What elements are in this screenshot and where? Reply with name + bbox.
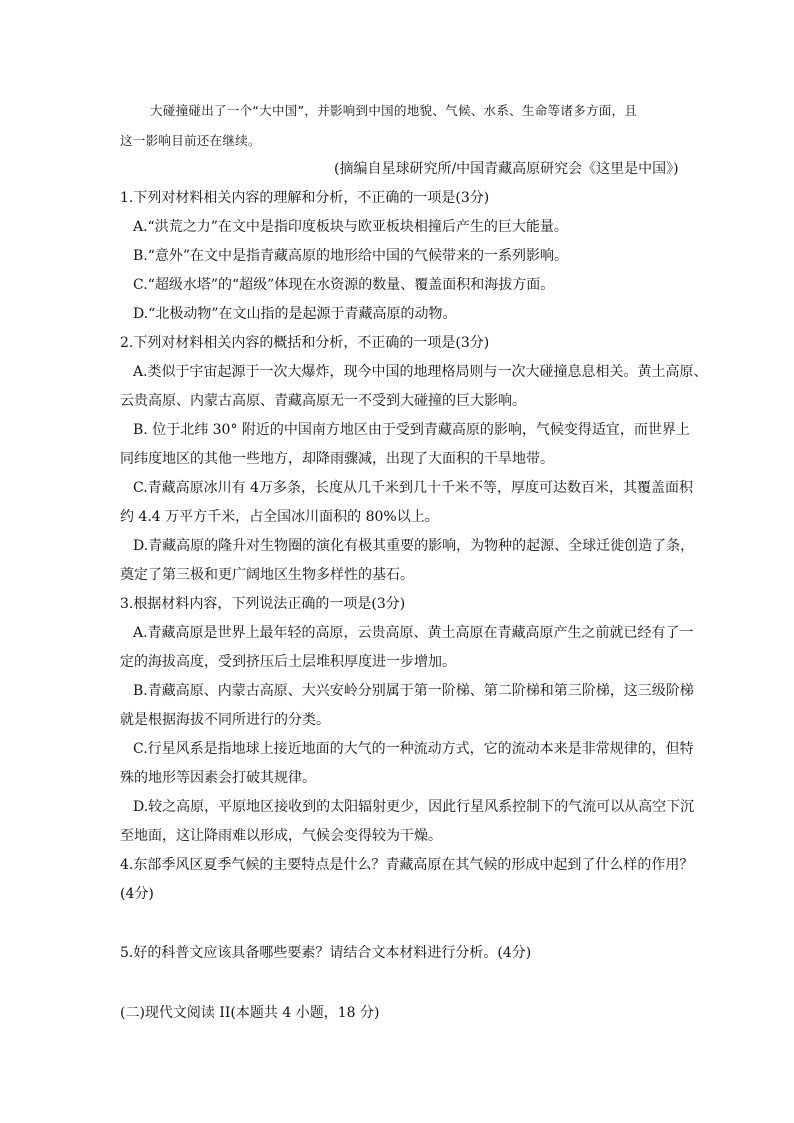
question-1-option-c: C.“超级水塔”的“超级”体现在水资源的数量、覆盖面积和海拔方面。 — [133, 277, 555, 293]
question-3-option-b: B.青藏高原、内蒙古高原、大兴安岭分别属于第一阶梯、第二阶梯和第三阶梯，这三级阶梯 — [133, 683, 694, 699]
question-1-option-d: D.“北极动物”在文山指的是起源于青藏高原的动物。 — [133, 306, 457, 322]
question-2-option-b: B. 位于北纬 30° 附近的中国南方地区由于受到青藏高原的影响，气候变得适宜，而世界上 — [133, 422, 690, 438]
question-2-option-a-cont: 云贵高原、内蒙古高原、青藏高原无一不受到大碰撞的巨大影响。 — [120, 393, 526, 409]
question-2-option-d-cont: 奠定了第三极和更广阔地区生物多样性的基石。 — [120, 567, 414, 583]
question-1-option-b: B.“意外”在文中是指青藏高原的地形给中国的气候带来的一系列影响。 — [133, 248, 569, 264]
question-3-option-c: C.行星风系是指地球上接近地面的大气的一种流动方式，它的流动本来是非常规律的，但特 — [133, 741, 694, 757]
question-3-option-d: D.较之高原，平原地区接收到的太阳辐射更少，因此行星风系控制下的气流可以从高空下沉 — [133, 799, 695, 815]
question-3-option-d-cont: 至地面，这让降雨难以形成，气候会变得较为干燥。 — [120, 828, 442, 844]
source-attribution: (摘编自星球研究所/中国青藏高原研究会《这里是中国》) — [334, 161, 679, 177]
question-4-stem: 4.东部季风区夏季气候的主要特点是什么？青藏高原在其气候的形成中起到了什么样的作用？ — [120, 857, 694, 873]
question-3-option-a: A.青藏高原是世界上最年轻的高原，云贵高原、黄土高原在青藏高原产生之前就已经有了一 — [133, 625, 694, 641]
question-2-option-d: D.青藏高原的隆升对生物圈的演化有极其重要的影响，为物种的起源、全球迁徙创造了条， — [133, 538, 695, 554]
question-1-stem: 1.下列对材料相关内容的理解和分析，不正确的一项是(3分) — [120, 190, 490, 206]
question-3-option-a-cont: 定的海拔高度，受到挤压后土层堆积厚度进一步增加。 — [120, 654, 456, 670]
section-heading: (二)现代文阅读 II(本题共 4 小题，18 分) — [120, 1005, 380, 1021]
question-3-stem: 3.根据材料内容，下列说法正确的一项是(3分) — [120, 596, 406, 612]
question-1-option-a: A.“洪荒之力”在文中是指印度板块与欧亚板块相撞后产生的巨大能量。 — [133, 219, 568, 235]
question-3-option-b-cont: 就是根据海拔不同所进行的分类。 — [120, 712, 330, 728]
question-4-stem-cont: (4分) — [120, 886, 154, 902]
intro-line-1: 大碰撞碰出了一个“大中国”，并影响到中国的地貌、气候、水系、生命等诸多方面，且 — [150, 103, 638, 118]
question-5-stem: 5.好的科普文应该具备哪些要素？请结合文本材料进行分析。(4分) — [120, 945, 532, 961]
question-2-option-c: C.青藏高原冰川有 4万多条，长度从几千米到几十千米不等，厚度可达数百米，其覆盖面积 — [133, 480, 694, 496]
question-2-option-b-cont: 同纬度地区的其他一些地方，却降雨骤减，出现了大面积的干旱地带。 — [120, 451, 554, 467]
question-2-option-c-cont: 约 4.4 万平方千米，占全国冰川面积的 80%以上。 — [120, 509, 439, 525]
question-2-stem: 2.下列对材料相关内容的概括和分析，不正确的一项是(3分) — [120, 335, 490, 351]
question-3-option-c-cont: 殊的地形等因素会打破其规律。 — [120, 770, 316, 786]
question-2-option-a: A.类似于宇宙起源于一次大爆炸，现今中国的地理格局则与一次大碰撞息息相关。黄土高原、 — [133, 364, 708, 380]
intro-line-2: 这一影响目前还在继续。 — [120, 133, 261, 148]
